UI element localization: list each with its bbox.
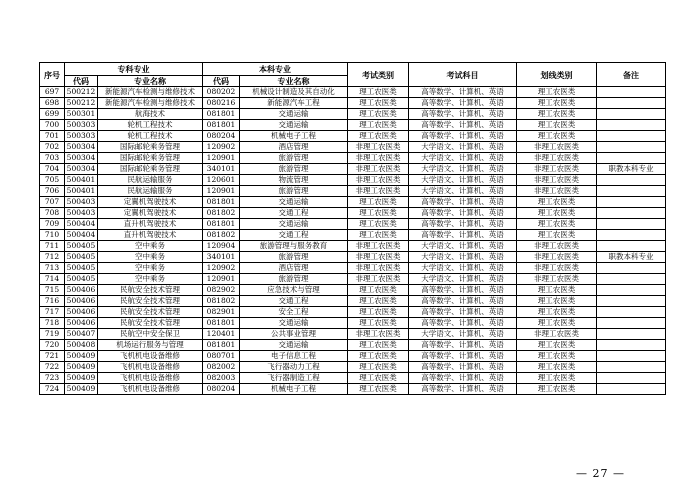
cell-seq: 707 (40, 197, 65, 208)
cell-line-type: 理工农医类 (517, 87, 597, 98)
table-row (40, 197, 666, 208)
cell-undergrad-code: 340101 (203, 164, 240, 175)
cell-vocational-name: 定翼机驾驶技术 (98, 208, 203, 219)
cell-seq: 714 (40, 274, 65, 285)
cell-undergrad-name: 旅游管理 (240, 164, 348, 175)
table-row (40, 131, 666, 142)
table-row (40, 142, 666, 153)
cell-undergrad-code: 081801 (203, 120, 240, 131)
cell-vocational-code: 500304 (65, 153, 98, 164)
cell-vocational-code: 500304 (65, 164, 98, 175)
cell-remark (597, 186, 666, 197)
cell-vocational-name: 空中乘务 (98, 263, 203, 274)
header-vocational-code: 代码 (65, 76, 98, 87)
cell-line-type: 理工农医类 (517, 197, 597, 208)
cell-remark (597, 373, 666, 384)
cell-exam-type: 非理工农医类 (348, 142, 409, 153)
table-row (40, 120, 666, 131)
cell-vocational-name: 直升机驾驶技术 (98, 230, 203, 241)
cell-seq: 717 (40, 307, 65, 318)
cell-remark (597, 263, 666, 274)
cell-undergrad-code: 081801 (203, 318, 240, 329)
cell-undergrad-code: 120901 (203, 186, 240, 197)
cell-vocational-code: 500301 (65, 109, 98, 120)
cell-exam-type: 理工农医类 (348, 230, 409, 241)
cell-seq: 711 (40, 241, 65, 252)
cell-undergrad-name: 旅游管理 (240, 252, 348, 263)
cell-line-type: 理工农医类 (517, 362, 597, 373)
cell-line-type: 理工农医类 (517, 384, 597, 395)
table-row (40, 230, 666, 241)
cell-exam-type: 理工农医类 (348, 109, 409, 120)
cell-undergrad-name: 机械电子工程 (240, 384, 348, 395)
cell-undergrad-name: 旅游管理 (240, 274, 348, 285)
cell-vocational-name: 民航安全技术管理 (98, 285, 203, 296)
cell-line-type: 理工农医类 (517, 98, 597, 109)
cell-vocational-name: 民航运输服务 (98, 186, 203, 197)
cell-seq: 716 (40, 296, 65, 307)
header-remark: 备注 (597, 63, 666, 87)
cell-undergrad-code: 120401 (203, 329, 240, 340)
cell-remark (597, 120, 666, 131)
cell-vocational-code: 500405 (65, 263, 98, 274)
cell-exam-subjects: 大学语文、计算机、英语 (409, 164, 517, 175)
cell-vocational-code: 500303 (65, 120, 98, 131)
cell-line-type: 理工农医类 (517, 351, 597, 362)
table-row (40, 296, 666, 307)
cell-vocational-code: 500304 (65, 142, 98, 153)
cell-exam-type: 理工农医类 (348, 384, 409, 395)
cell-undergrad-code: 081801 (203, 340, 240, 351)
cell-undergrad-code: 082003 (203, 373, 240, 384)
cell-vocational-name: 民航安全技术管理 (98, 318, 203, 329)
cell-exam-subjects: 高等数学、计算机、英语 (409, 351, 517, 362)
cell-undergrad-name: 交通运输 (240, 197, 348, 208)
header-vocational-name: 专业名称 (98, 76, 203, 87)
cell-vocational-code: 500409 (65, 351, 98, 362)
header-vocational: 专科专业 (65, 63, 203, 76)
cell-exam-type: 理工农医类 (348, 307, 409, 318)
cell-exam-subjects: 大学语文、计算机、英语 (409, 274, 517, 285)
cell-vocational-code: 500404 (65, 230, 98, 241)
cell-seq: 709 (40, 219, 65, 230)
cell-undergrad-code: 081802 (203, 296, 240, 307)
cell-line-type: 理工农医类 (517, 340, 597, 351)
cell-line-type: 非理工农医类 (517, 164, 597, 175)
cell-undergrad-name: 旅游管理与服务教育 (240, 241, 348, 252)
cell-exam-subjects: 高等数学、计算机、英语 (409, 98, 517, 109)
cell-exam-type: 理工农医类 (348, 208, 409, 219)
cell-exam-subjects: 高等数学、计算机、英语 (409, 318, 517, 329)
cell-line-type: 非理工农医类 (517, 329, 597, 340)
cell-vocational-name: 飞机机电设备维修 (98, 351, 203, 362)
cell-exam-subjects: 大学语文、计算机、英语 (409, 142, 517, 153)
cell-exam-type: 理工农医类 (348, 98, 409, 109)
page-number: — 27 — (576, 467, 625, 480)
cell-undergrad-code: 120902 (203, 263, 240, 274)
cell-vocational-code: 500404 (65, 219, 98, 230)
cell-seq: 698 (40, 98, 65, 109)
cell-vocational-code: 500401 (65, 186, 98, 197)
cell-remark (597, 98, 666, 109)
cell-line-type: 理工农医类 (517, 307, 597, 318)
cell-seq: 704 (40, 164, 65, 175)
cell-undergrad-code: 082902 (203, 285, 240, 296)
cell-undergrad-name: 交通运输 (240, 219, 348, 230)
cell-line-type: 非理工农医类 (517, 142, 597, 153)
cell-line-type: 理工农医类 (517, 208, 597, 219)
cell-vocational-name: 飞机机电设备维修 (98, 362, 203, 373)
table-row (40, 351, 666, 362)
cell-undergrad-name: 应急技术与管理 (240, 285, 348, 296)
cell-exam-subjects: 大学语文、计算机、英语 (409, 153, 517, 164)
table-row (40, 241, 666, 252)
cell-line-type: 理工农医类 (517, 373, 597, 384)
cell-exam-subjects: 高等数学、计算机、英语 (409, 131, 517, 142)
table-row (40, 285, 666, 296)
cell-seq: 710 (40, 230, 65, 241)
cell-remark (597, 285, 666, 296)
cell-exam-subjects: 高等数学、计算机、英语 (409, 109, 517, 120)
cell-line-type: 理工农医类 (517, 219, 597, 230)
cell-undergrad-name: 旅游管理 (240, 186, 348, 197)
cell-vocational-name: 机场运行服务与管理 (98, 340, 203, 351)
cell-vocational-code: 500406 (65, 285, 98, 296)
cell-undergrad-name: 机械设计制造及其自动化 (240, 87, 348, 98)
cell-undergrad-name: 新能源汽车工程 (240, 98, 348, 109)
cell-remark (597, 175, 666, 186)
cell-undergrad-name: 旅游管理 (240, 153, 348, 164)
cell-vocational-code: 500212 (65, 87, 98, 98)
table-row (40, 307, 666, 318)
table-row (40, 329, 666, 340)
cell-exam-subjects: 高等数学、计算机、英语 (409, 362, 517, 373)
cell-vocational-code: 500408 (65, 340, 98, 351)
cell-vocational-name: 飞机机电设备维修 (98, 373, 203, 384)
cell-exam-type: 理工农医类 (348, 362, 409, 373)
cell-undergrad-code: 082901 (203, 307, 240, 318)
cell-seq: 720 (40, 340, 65, 351)
cell-remark: 职教本科专业 (597, 164, 666, 175)
cell-line-type: 非理工农医类 (517, 274, 597, 285)
table-row (40, 373, 666, 384)
cell-vocational-name: 空中乘务 (98, 274, 203, 285)
cell-vocational-name: 定翼机驾驶技术 (98, 197, 203, 208)
cell-exam-type: 非理工农医类 (348, 153, 409, 164)
cell-vocational-code: 500409 (65, 384, 98, 395)
cell-seq: 722 (40, 362, 65, 373)
cell-exam-subjects: 大学语文、计算机、英语 (409, 263, 517, 274)
table-row (40, 164, 666, 175)
cell-undergrad-code: 081802 (203, 230, 240, 241)
cell-undergrad-code: 120901 (203, 274, 240, 285)
cell-undergrad-code: 081801 (203, 109, 240, 120)
cell-exam-subjects: 大学语文、计算机、英语 (409, 252, 517, 263)
table-row (40, 252, 666, 263)
cell-undergrad-name: 酒店管理 (240, 263, 348, 274)
cell-seq: 705 (40, 175, 65, 186)
cell-seq: 724 (40, 384, 65, 395)
cell-exam-type: 理工农医类 (348, 296, 409, 307)
cell-vocational-code: 500401 (65, 175, 98, 186)
cell-remark (597, 142, 666, 153)
cell-remark (597, 351, 666, 362)
cell-undergrad-code: 080701 (203, 351, 240, 362)
cell-remark (597, 296, 666, 307)
cell-vocational-name: 民航安全技术管理 (98, 296, 203, 307)
cell-line-type: 理工农医类 (517, 120, 597, 131)
cell-line-type: 理工农医类 (517, 230, 597, 241)
cell-vocational-code: 500406 (65, 307, 98, 318)
cell-exam-subjects: 高等数学、计算机、英语 (409, 373, 517, 384)
cell-line-type: 非理工农医类 (517, 241, 597, 252)
cell-exam-subjects: 大学语文、计算机、英语 (409, 241, 517, 252)
cell-seq: 719 (40, 329, 65, 340)
cell-vocational-code: 500406 (65, 296, 98, 307)
header-undergrad-code: 代码 (203, 76, 240, 87)
cell-line-type: 非理工农医类 (517, 252, 597, 263)
table-row (40, 362, 666, 373)
table-row (40, 186, 666, 197)
cell-remark (597, 197, 666, 208)
header-exam-subjects: 考试科目 (409, 63, 517, 87)
table-body (40, 87, 666, 395)
cell-exam-type: 理工农医类 (348, 219, 409, 230)
cell-undergrad-name: 交通工程 (240, 296, 348, 307)
cell-exam-type: 非理工农医类 (348, 164, 409, 175)
table-row (40, 98, 666, 109)
cell-vocational-code: 500212 (65, 98, 98, 109)
cell-exam-type: 非理工农医类 (348, 186, 409, 197)
cell-exam-subjects: 大学语文、计算机、英语 (409, 175, 517, 186)
cell-undergrad-code: 082002 (203, 362, 240, 373)
table-header (40, 63, 666, 87)
cell-exam-type: 非理工农医类 (348, 329, 409, 340)
cell-line-type: 非理工农医类 (517, 263, 597, 274)
cell-remark (597, 87, 666, 98)
cell-remark: 职教本科专业 (597, 252, 666, 263)
cell-vocational-name: 国际邮轮乘务管理 (98, 142, 203, 153)
major-mapping-table (39, 62, 666, 395)
cell-exam-subjects: 大学语文、计算机、英语 (409, 186, 517, 197)
table-row (40, 219, 666, 230)
cell-undergrad-name: 物流管理 (240, 175, 348, 186)
cell-vocational-code: 500406 (65, 318, 98, 329)
cell-undergrad-code: 080202 (203, 87, 240, 98)
cell-undergrad-name: 公共事业管理 (240, 329, 348, 340)
table-row (40, 87, 666, 98)
cell-seq: 708 (40, 208, 65, 219)
cell-remark (597, 153, 666, 164)
cell-seq: 718 (40, 318, 65, 329)
cell-seq: 701 (40, 131, 65, 142)
cell-undergrad-name: 交通运输 (240, 109, 348, 120)
cell-remark (597, 362, 666, 373)
cell-exam-type: 非理工农医类 (348, 263, 409, 274)
table-row (40, 263, 666, 274)
cell-vocational-code: 500405 (65, 241, 98, 252)
header-line-type: 划线类别 (517, 63, 597, 87)
cell-undergrad-code: 081802 (203, 208, 240, 219)
cell-remark (597, 241, 666, 252)
cell-seq: 700 (40, 120, 65, 131)
cell-undergrad-name: 电子信息工程 (240, 351, 348, 362)
cell-seq: 712 (40, 252, 65, 263)
cell-vocational-name: 航海技术 (98, 109, 203, 120)
cell-line-type: 非理工农医类 (517, 186, 597, 197)
cell-vocational-code: 500405 (65, 252, 98, 263)
cell-undergrad-name: 酒店管理 (240, 142, 348, 153)
table-row (40, 109, 666, 120)
cell-undergrad-name: 飞行器制造工程 (240, 373, 348, 384)
cell-exam-type: 理工农医类 (348, 351, 409, 362)
cell-undergrad-code: 120901 (203, 153, 240, 164)
cell-remark (597, 384, 666, 395)
cell-vocational-code: 500409 (65, 362, 98, 373)
cell-remark (597, 329, 666, 340)
header-exam-type: 考试类别 (348, 63, 409, 87)
cell-vocational-name: 直升机驾驶技术 (98, 219, 203, 230)
cell-vocational-name: 空中乘务 (98, 241, 203, 252)
cell-exam-subjects: 大学语文、计算机、英语 (409, 329, 517, 340)
cell-exam-subjects: 高等数学、计算机、英语 (409, 219, 517, 230)
cell-remark (597, 109, 666, 120)
table-row (40, 274, 666, 285)
cell-line-type: 理工农医类 (517, 131, 597, 142)
cell-remark (597, 274, 666, 285)
cell-undergrad-name: 交通运输 (240, 318, 348, 329)
cell-exam-type: 非理工农医类 (348, 241, 409, 252)
cell-vocational-name: 民航空中安全保卫 (98, 329, 203, 340)
cell-exam-subjects: 高等数学、计算机、英语 (409, 384, 517, 395)
cell-vocational-code: 500403 (65, 208, 98, 219)
cell-exam-type: 理工农医类 (348, 131, 409, 142)
table-row (40, 318, 666, 329)
cell-exam-type: 理工农医类 (348, 120, 409, 131)
header-seq: 序号 (40, 63, 65, 87)
table-row (40, 153, 666, 164)
cell-vocational-name: 飞机机电设备维修 (98, 384, 203, 395)
cell-remark (597, 230, 666, 241)
cell-vocational-name: 轮机工程技术 (98, 120, 203, 131)
cell-undergrad-name: 安全工程 (240, 307, 348, 318)
table-row (40, 384, 666, 395)
cell-seq: 721 (40, 351, 65, 362)
cell-exam-type: 理工农医类 (348, 373, 409, 384)
cell-seq: 715 (40, 285, 65, 296)
cell-seq: 706 (40, 186, 65, 197)
cell-vocational-name: 国际邮轮乘务管理 (98, 164, 203, 175)
header-undergrad: 本科专业 (203, 63, 348, 76)
cell-exam-type: 理工农医类 (348, 285, 409, 296)
cell-undergrad-code: 080204 (203, 384, 240, 395)
cell-vocational-code: 500405 (65, 274, 98, 285)
cell-vocational-name: 轮机工程技术 (98, 131, 203, 142)
cell-exam-type: 理工农医类 (348, 318, 409, 329)
cell-exam-subjects: 高等数学、计算机、英语 (409, 208, 517, 219)
cell-remark (597, 208, 666, 219)
cell-exam-type: 理工农医类 (348, 197, 409, 208)
cell-line-type: 理工农医类 (517, 285, 597, 296)
table-row (40, 175, 666, 186)
cell-seq: 702 (40, 142, 65, 153)
cell-undergrad-code: 120601 (203, 175, 240, 186)
cell-undergrad-code: 081801 (203, 197, 240, 208)
cell-seq: 697 (40, 87, 65, 98)
cell-exam-subjects: 高等数学、计算机、英语 (409, 340, 517, 351)
cell-vocational-code: 500403 (65, 197, 98, 208)
cell-line-type: 理工农医类 (517, 109, 597, 120)
cell-exam-subjects: 高等数学、计算机、英语 (409, 296, 517, 307)
cell-remark (597, 219, 666, 230)
cell-exam-subjects: 高等数学、计算机、英语 (409, 197, 517, 208)
cell-exam-subjects: 高等数学、计算机、英语 (409, 230, 517, 241)
cell-seq: 703 (40, 153, 65, 164)
cell-remark (597, 307, 666, 318)
cell-seq: 723 (40, 373, 65, 384)
cell-undergrad-name: 飞行器动力工程 (240, 362, 348, 373)
cell-exam-type: 理工农医类 (348, 87, 409, 98)
table-row (40, 208, 666, 219)
cell-undergrad-code: 081801 (203, 219, 240, 230)
cell-exam-type: 理工农医类 (348, 340, 409, 351)
cell-line-type: 理工农医类 (517, 318, 597, 329)
cell-vocational-name: 民航安全技术管理 (98, 307, 203, 318)
cell-undergrad-name: 交通工程 (240, 230, 348, 241)
cell-vocational-code: 500409 (65, 373, 98, 384)
cell-vocational-name: 新能源汽车检测与维修技术 (98, 87, 203, 98)
cell-seq: 699 (40, 109, 65, 120)
cell-exam-subjects: 高等数学、计算机、英语 (409, 87, 517, 98)
cell-remark (597, 131, 666, 142)
cell-exam-subjects: 高等数学、计算机、英语 (409, 307, 517, 318)
cell-vocational-name: 新能源汽车检测与维修技术 (98, 98, 203, 109)
cell-exam-type: 非理工农医类 (348, 274, 409, 285)
cell-vocational-code: 500303 (65, 131, 98, 142)
cell-undergrad-name: 交通运输 (240, 120, 348, 131)
cell-exam-type: 非理工农医类 (348, 252, 409, 263)
cell-undergrad-code: 340101 (203, 252, 240, 263)
cell-exam-subjects: 高等数学、计算机、英语 (409, 285, 517, 296)
cell-seq: 713 (40, 263, 65, 274)
cell-exam-subjects: 高等数学、计算机、英语 (409, 120, 517, 131)
cell-vocational-code: 500407 (65, 329, 98, 340)
cell-undergrad-code: 080204 (203, 131, 240, 142)
cell-remark (597, 318, 666, 329)
cell-undergrad-name: 交通运输 (240, 340, 348, 351)
cell-undergrad-name: 机械电子工程 (240, 131, 348, 142)
cell-vocational-name: 民航运输服务 (98, 175, 203, 186)
cell-undergrad-code: 120904 (203, 241, 240, 252)
cell-vocational-name: 空中乘务 (98, 252, 203, 263)
cell-line-type: 理工农医类 (517, 296, 597, 307)
table-row (40, 340, 666, 351)
cell-remark (597, 340, 666, 351)
cell-undergrad-code: 120902 (203, 142, 240, 153)
cell-undergrad-code: 080216 (203, 98, 240, 109)
cell-undergrad-name: 交通工程 (240, 208, 348, 219)
cell-line-type: 非理工农医类 (517, 153, 597, 164)
cell-exam-type: 非理工农医类 (348, 175, 409, 186)
cell-vocational-name: 国际邮轮乘务管理 (98, 153, 203, 164)
header-undergrad-name: 专业名称 (240, 76, 348, 87)
cell-line-type: 非理工农医类 (517, 175, 597, 186)
